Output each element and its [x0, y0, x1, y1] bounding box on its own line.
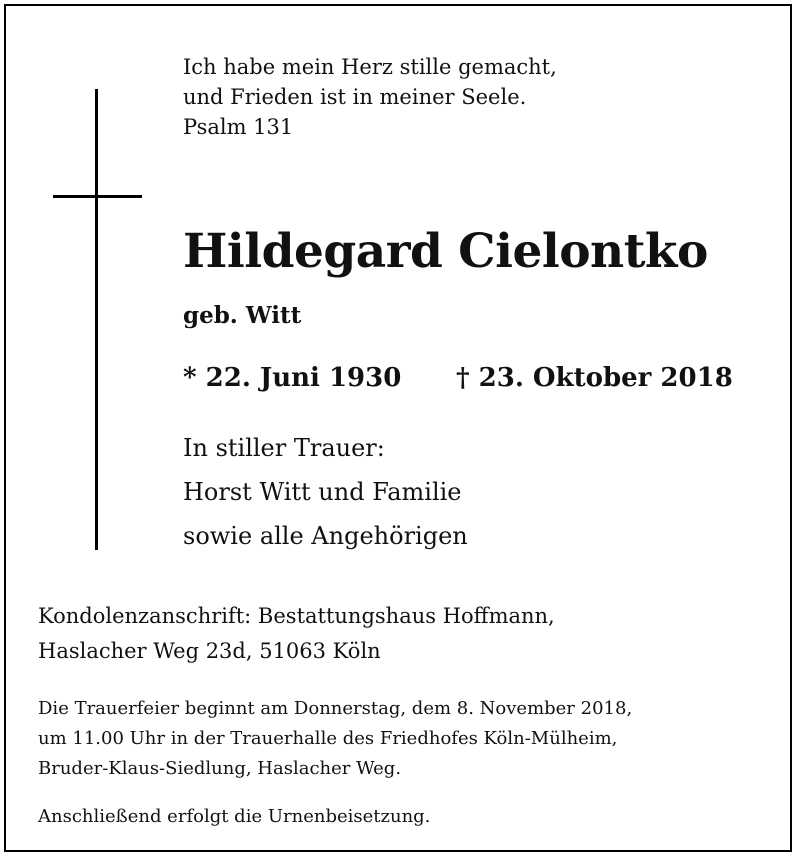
verse-line-2: und Frieden ist in meiner Seele.: [183, 85, 527, 109]
birth-date: * 22. Juni 1930: [183, 363, 402, 393]
mourners-line-1: Horst Witt und Familie: [183, 478, 462, 506]
burial-info: Anschließend erfolgt die Urnenbeisetzung.: [38, 806, 431, 827]
verse-line-1: Ich habe mein Herz stille gemacht,: [183, 55, 557, 79]
condolence-line-2: Haslacher Weg 23d, 51063 Köln: [38, 639, 381, 663]
funeral-service-info: [38, 694, 632, 784]
cross-icon-vertical-bar: [95, 89, 98, 550]
deceased-name: Hildegard Cielontko: [183, 224, 708, 279]
service-line-2: um 11.00 Uhr in der Trauerhalle des Friedhofes Köln-Mülheim,: [38, 728, 618, 749]
mourners-block: [183, 426, 468, 558]
condolence-address: [38, 599, 555, 669]
service-line-3: Bruder-Klaus-Siedlung, Haslacher Weg.: [38, 758, 402, 779]
service-line-1: Die Trauerfeier beginnt am Donnerstag, dem 8. November 2018,: [38, 698, 633, 719]
maiden-name: geb. Witt: [183, 302, 302, 329]
mourners-line-2: sowie alle Angehörigen: [183, 522, 468, 550]
mourners-heading: In stiller Trauer:: [183, 434, 385, 462]
cross-icon-horizontal-bar: [53, 195, 142, 198]
psalm-verse: [183, 52, 557, 142]
condolence-line-1: Kondolenzanschrift: Bestattungshaus Hoffmann,: [38, 604, 555, 628]
obituary-notice: [4, 4, 792, 852]
verse-source: Psalm 131: [183, 115, 294, 139]
death-date: † 23. Oktober 2018: [456, 363, 733, 393]
